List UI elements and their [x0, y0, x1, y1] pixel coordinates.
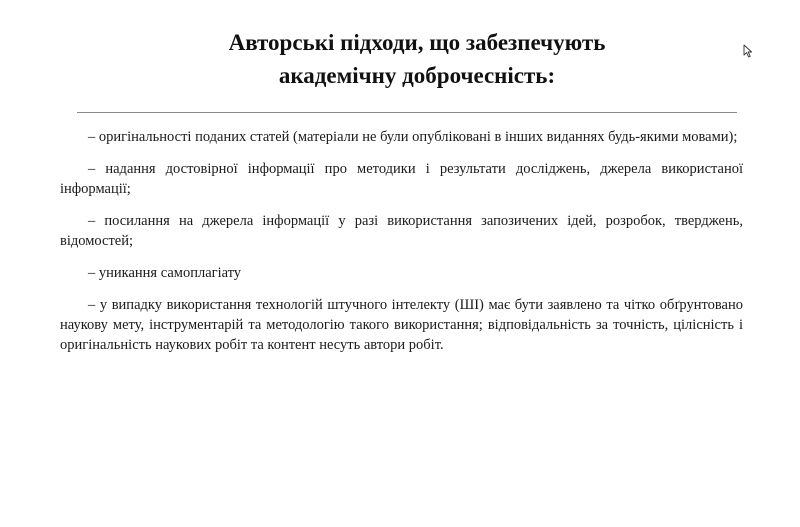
title-line-1: Авторські підходи, що забезпечують — [228, 30, 606, 55]
title-line-2: академічну доброчесність: — [278, 63, 556, 88]
integrity-approaches-list — [60, 127, 743, 355]
list-item: – надання достовірної інформації про методики і результати досліджень, джерела використаної інформації; — [60, 161, 743, 197]
slide-title — [0, 26, 800, 92]
list-item: – уникання самоплагіату — [88, 265, 242, 281]
list-item: – оригінальності поданих статей (матеріали не були опубліковані в інших виданнях будь-якими мовами); — [88, 129, 738, 145]
title-divider — [77, 112, 737, 113]
list-item: – у випадку використання технологій штучного інтелекту (ШІ) має бути заявлено та чітко обґрунтовано наукову мету, інструментарій та методологію такого використання; відповідальність за точність, цілісність і оригінальність наукових робіт та контент несуть автори робіт. — [60, 297, 743, 353]
mouse-pointer-icon — [743, 44, 753, 58]
list-item: – посилання на джерела інформації у разі використання запозичених ідей, розробок, тверджень, відомостей; — [60, 213, 743, 249]
